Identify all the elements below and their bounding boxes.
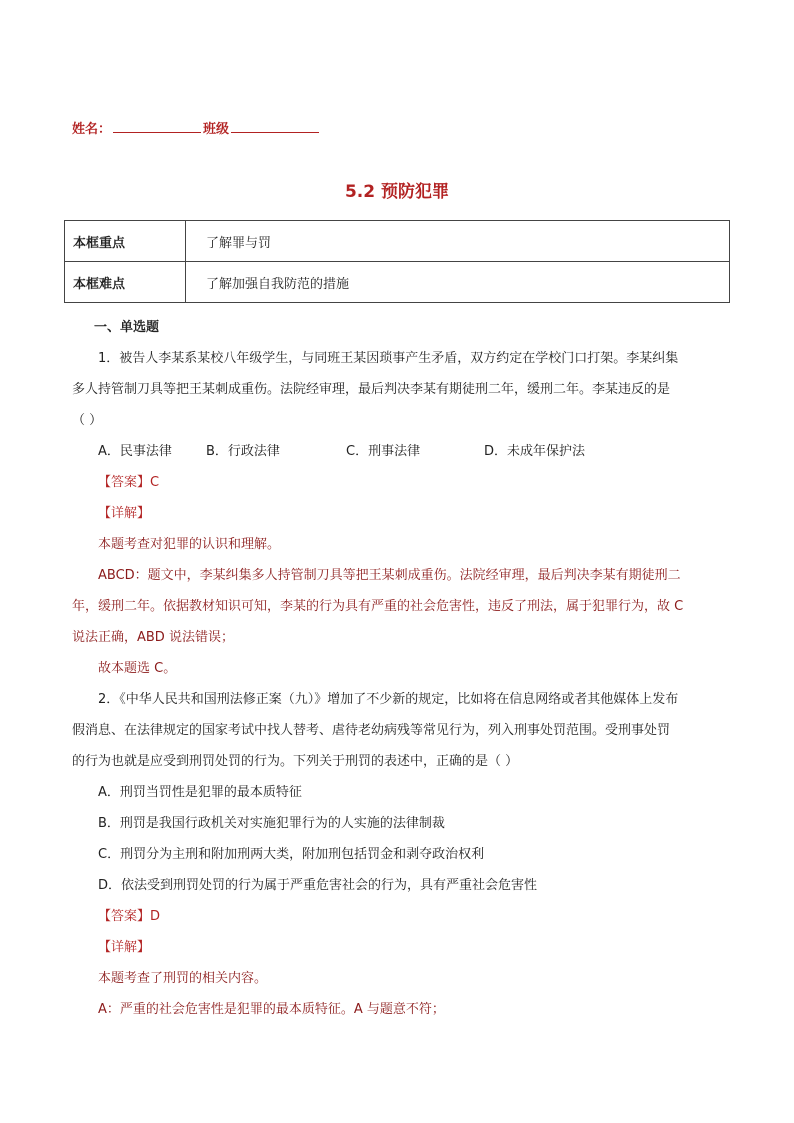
page-title: 5.2 预防犯罪	[344, 182, 450, 202]
q1-conclusion: 故本题选 C。	[98, 661, 177, 676]
name-blank[interactable]	[113, 119, 201, 133]
question-body	[72, 312, 722, 1025]
key-points-table	[64, 220, 730, 303]
q1-detail-label: 【详解】	[98, 506, 151, 521]
q2-stem-line: 假消息、在法律规定的国家考试中找人替考、虐待老幼病残等常见行为，列入刑事处罚范围。受刑事处罚	[72, 723, 671, 738]
q2-detail-label: 【详解】	[98, 940, 151, 955]
q1-options	[72, 436, 722, 467]
q2-option-d: D．依法受到刑罚处罚的行为属于严重危害社会的行为，具有严重社会危害性	[98, 878, 538, 893]
key-point-value: 了解罪与罚	[186, 221, 730, 262]
class-label: 班级	[203, 122, 230, 137]
q2-stem-line: 2．《中华人民共和国刑法修正案（九）》增加了不少新的规定，比如将在信息网络或者其他媒体上发布	[98, 692, 679, 707]
difficulty-value: 了解加强自我防范的措施	[186, 262, 730, 303]
q1-detail-line: ABCD：题文中，李某纠集多人持管制刀具等把王某刺成重伤。法院经审理，最后判决李某有期徒刑二	[98, 568, 681, 583]
q2-stem-line: 的行为也就是应受到刑罚处罚的行为。下列关于刑罚的表述中，正确的是（ ）	[72, 754, 519, 769]
q1-detail-line: 年，缓刑二年。依据教材知识可知，李某的行为具有严重的社会危害性，违反了刑法，属于犯罪行为，故 C	[72, 599, 684, 614]
difficulty-label: 本框难点	[65, 262, 186, 303]
q1-stem-line: 1．被告人李某系某校八年级学生，与同班王某因琐事产生矛盾，双方约定在学校门口打架。李某纠集	[98, 351, 679, 366]
q1-option-d: D．未成年保护法	[484, 444, 586, 459]
q1-option-b: B．行政法律	[206, 444, 280, 459]
q2-detail-line: A：严重的社会危害性是犯罪的最本质特征。A 与题意不符；	[98, 1002, 445, 1017]
q1-detail-intro: 本题考查对犯罪的认识和理解。	[98, 537, 281, 552]
q1-option-a: A．民事法律	[98, 444, 172, 459]
q1-stem-line: （ ）	[72, 413, 103, 428]
q2-detail-intro: 本题考查了刑罚的相关内容。	[98, 971, 268, 986]
table-row	[65, 221, 730, 262]
q2-option-c: C．刑罚分为主刑和附加刑两大类，附加刑包括罚金和剥夺政治权利	[98, 847, 485, 862]
q1-detail-line: 说法正确，ABD 说法错误；	[72, 630, 234, 645]
name-label: 姓名：	[72, 122, 112, 137]
section-title: 一、单选题	[94, 320, 160, 335]
q2-option-b: B．刑罚是我国行政机关对实施犯罪行为的人实施的法律制裁	[98, 816, 445, 831]
key-point-label: 本框重点	[65, 221, 186, 262]
q1-answer: 【答案】C	[98, 475, 160, 490]
class-blank[interactable]	[231, 119, 319, 133]
q1-stem-line: 多人持管制刀具等把王某刺成重伤。法院经审理，最后判决李某有期徒刑二年，缓刑二年。李某违反的是	[72, 382, 671, 397]
table-row	[65, 262, 730, 303]
name-class-line	[72, 118, 321, 137]
q2-answer: 【答案】D	[98, 909, 161, 924]
q1-option-c: C．刑事法律	[346, 444, 421, 459]
q2-option-a: A．刑罚当罚性是犯罪的最本质特征	[98, 785, 302, 800]
